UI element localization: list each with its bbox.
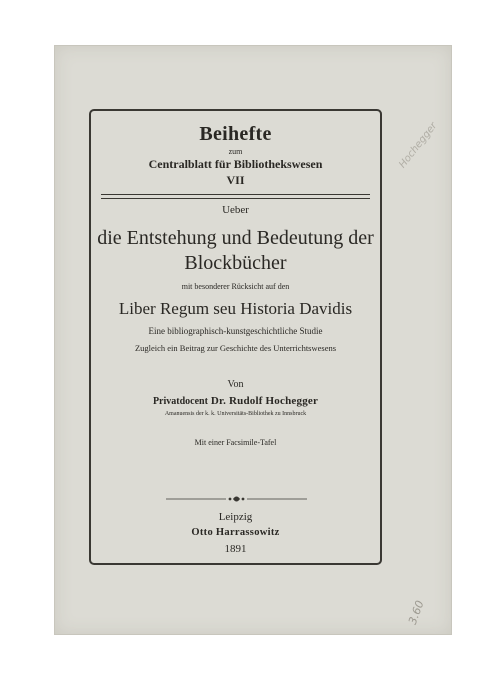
series-zum: zum xyxy=(228,147,243,156)
title-frame xyxy=(89,109,382,565)
double-rule xyxy=(101,194,370,199)
ornament-divider xyxy=(166,494,307,504)
imprint-place: Leipzig xyxy=(218,511,253,523)
main-title-line2: Blockbücher xyxy=(184,252,287,274)
series-journal: Centralblatt für Bibliothekswesen xyxy=(148,157,323,171)
author-line xyxy=(153,395,318,407)
series-title: Beihefte xyxy=(199,123,272,145)
by-line: Von xyxy=(227,379,244,390)
subtitle-study: Eine bibliographisch-kunstgeschichtliche Studie xyxy=(148,326,323,336)
author-name: Dr. Rudolf Hochegger xyxy=(210,395,319,407)
title-connector: mit besonderer Rücksicht auf den xyxy=(181,282,290,291)
volume-number: VII xyxy=(226,173,245,187)
imprint-publisher: Otto Harrassowitz xyxy=(191,527,280,538)
author-prefix: Privatdocent xyxy=(152,396,208,407)
title-subject: Liber Regum seu Historia Davidis xyxy=(118,299,353,318)
pencil-note-top: Hochegger xyxy=(397,120,440,171)
pencil-note-bottom: 3.60 xyxy=(405,598,427,627)
main-title-line1: die Entstehung und Bedeutung der xyxy=(97,227,374,249)
author-affiliation: Amanuensis der k. k. Universitäts-Bibliothek zu Innsbruck xyxy=(164,411,307,417)
subtitle-also: Zugleich ein Beitrag zur Geschichte des Unterrichtswesens xyxy=(134,343,337,353)
imprint-year: 1891 xyxy=(224,543,247,555)
title-ueber: Ueber xyxy=(222,204,249,216)
facsimile-note: Mit einer Facsimile-Tafel xyxy=(194,438,277,447)
